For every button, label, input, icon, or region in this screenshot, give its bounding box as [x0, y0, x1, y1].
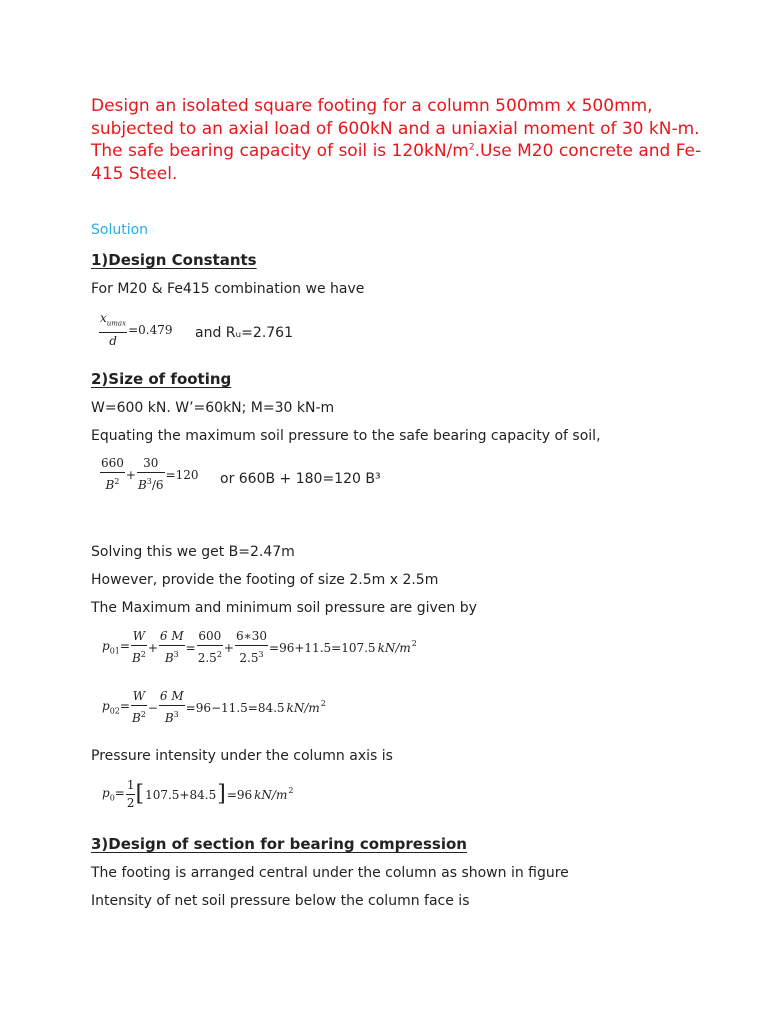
provide-size-text: However, provide the footing of size 2.5m x 2.5m	[91, 572, 439, 588]
net-pressure-text: Intensity of net soil pressure below the column face is	[91, 893, 470, 909]
intensity-text: Pressure intensity under the column axis is	[91, 748, 393, 764]
equation-xumax-over-d: $\frac{x_{umax}}{d}$ =0.479	[100, 311, 173, 349]
equation-p01: $p_{01}=$ $\frac{W}{B^2}$ + $\frac{6 M}{B^3}$ = $\frac{600}{2.5^2}$ + $\frac{6∗30}{2.5^3}$ =96+11.5=107.5 $kN/m^2$	[102, 629, 417, 665]
solving-text: Solving this we get B=2.47m	[91, 544, 295, 560]
heading-design-constants: 1)Design Constants	[91, 251, 257, 269]
max-min-text: The Maximum and minimum soil pressure are given by	[91, 600, 477, 616]
equation-p02: $p_{02}=$ $\frac{W}{B^2}$ − $\frac{6 M}{B^3}$ =96−11.5=84.5 $kN/m^2$	[102, 689, 326, 725]
arranged-text: The footing is arranged central under the column as shown in figure	[91, 865, 569, 881]
loads-text: W=600 kN. W’=60kN; M=30 kN-m	[91, 400, 335, 416]
problem-statement: Design an isolated square footing for a column 500mm x 500mm, subjected to an axial load of 600kN and a uniaxial moment of 30 kN-m. The safe bearing capacity of soil is $120kN/m^2.Use$ M20 concrete and Fe-415 Steel.	[91, 96, 702, 184]
heading-size-of-footing: 2)Size of footing	[91, 370, 232, 388]
equation-soil-pressure: $\frac{660}{B^2}$ + $\frac{30}{B^3/6}$ =120	[101, 456, 199, 492]
solution-label: Solution	[91, 222, 149, 238]
heading-bearing-compression: 3)Design of section for bearing compression	[91, 835, 467, 853]
equating-text: Equating the maximum soil pressure to the safe bearing capacity of soil,	[91, 428, 601, 444]
design-constants-text: For M20 & Fe415 combination we have	[91, 281, 365, 297]
equation-p0: $p_0=$ $\frac{1}{2}$ [107.5+84.5]=96 $kN/m^2$	[102, 778, 294, 810]
cubic-equation-text: or 660B + 180=120 B³	[220, 471, 381, 487]
ru-value: and Rᵤ=2.761	[195, 325, 293, 341]
